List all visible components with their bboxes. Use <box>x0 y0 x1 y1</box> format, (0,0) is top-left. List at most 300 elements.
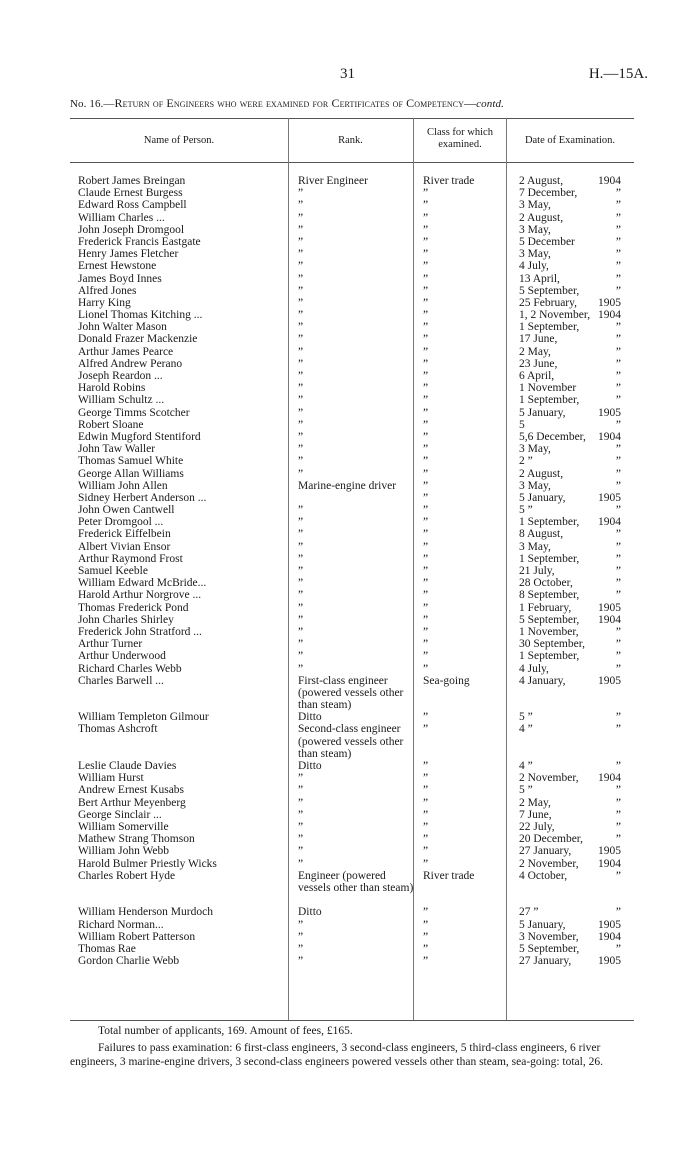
table-row <box>70 346 634 358</box>
class-cell: ” <box>423 333 429 346</box>
date-day-month: 1 September, <box>519 321 580 334</box>
date-day-month: 4 October, <box>519 869 568 882</box>
date-cell <box>519 382 621 394</box>
person-name: John Charles Shirley <box>78 613 174 626</box>
date-day-month: 2 November, <box>519 857 579 870</box>
class-cell: ” <box>423 589 429 602</box>
person-name: Richard Charles Webb <box>78 662 182 675</box>
date-day-month: 1 November <box>519 382 577 395</box>
table-row <box>70 419 634 431</box>
class-cell: ” <box>423 784 429 797</box>
date-cell <box>519 285 621 297</box>
rank-cell: ” <box>298 455 304 468</box>
rank-cell: Ditto <box>298 906 322 919</box>
class-cell: ” <box>423 577 429 590</box>
class-cell: ” <box>423 796 429 809</box>
date-cell <box>519 565 621 577</box>
rank-cell: ” <box>298 211 304 224</box>
date-day-month: 8 August, <box>519 528 564 541</box>
class-cell: ” <box>423 930 429 943</box>
table-row <box>70 858 634 870</box>
date-day-month: 1, 2 November, <box>519 309 591 322</box>
page-header <box>0 66 700 86</box>
date-year: 1905 <box>598 955 621 968</box>
table-row <box>70 516 634 528</box>
date-cell <box>519 419 621 431</box>
table-row <box>70 565 634 577</box>
rank-cell: ” <box>298 589 304 602</box>
table-row <box>70 919 634 931</box>
date-year: ” <box>615 211 621 224</box>
rank-cell: ” <box>298 845 304 858</box>
date-day-month: 23 June, <box>519 357 558 370</box>
rank-cell: ” <box>298 857 304 870</box>
title-text: Return of Engineers who were examined for Certificates of Competency— <box>114 96 477 110</box>
rank-cell: ” <box>298 357 304 370</box>
person-name: George Sinclair ... <box>78 808 162 821</box>
column-header-date: Date of Examination. <box>524 135 616 146</box>
person-name: Edward Ross Campbell <box>78 199 187 212</box>
rank-cell: ” <box>298 772 304 785</box>
person-name: George Allan Williams <box>78 467 184 480</box>
date-day-month: 21 July, <box>519 565 555 577</box>
rank-cell: ” <box>298 528 304 541</box>
date-day-month: 5 September, <box>519 284 580 297</box>
person-name: Samuel Keeble <box>78 565 148 577</box>
date-cell <box>519 784 621 796</box>
rank-cell: ” <box>298 577 304 590</box>
person-name: Alfred Andrew Perano <box>78 357 183 370</box>
table-row <box>70 309 634 321</box>
person-name: Richard Norman... <box>78 918 164 931</box>
person-name: John Taw Waller <box>78 443 156 456</box>
date-cell <box>519 943 621 955</box>
table-body <box>70 175 634 967</box>
date-cell <box>519 394 621 406</box>
title-suffix: contd. <box>476 98 504 110</box>
date-day-month: 5 ” <box>519 784 533 797</box>
table-row <box>70 407 634 419</box>
person-name: James Boyd Innes <box>78 272 162 285</box>
class-cell: ” <box>423 223 429 236</box>
date-day-month: 1 September, <box>519 394 580 407</box>
rank-cell: ” <box>298 942 304 955</box>
rank-cell: ” <box>298 955 304 968</box>
table-row <box>70 723 634 760</box>
person-name: Thomas Ashcroft <box>78 723 158 736</box>
date-day-month: 2 August, <box>519 467 564 480</box>
date-year: 1904 <box>598 930 621 943</box>
rank-cell: ” <box>298 296 304 309</box>
person-name: William Hurst <box>78 772 144 785</box>
rank-cell: ” <box>298 309 304 322</box>
rank-cell: ” <box>298 382 304 395</box>
date-year: ” <box>615 223 621 236</box>
date-cell <box>519 199 621 211</box>
class-cell: ” <box>423 650 429 663</box>
class-cell: ” <box>423 272 429 285</box>
table-row <box>70 212 634 224</box>
date-year: ” <box>615 284 621 297</box>
date-day-month: 7 December, <box>519 187 578 200</box>
date-year: ” <box>615 333 621 346</box>
date-day-month: 6 April, <box>519 370 555 382</box>
date-year: ” <box>615 942 621 955</box>
rank-cell: ” <box>298 394 304 407</box>
date-year: ” <box>615 443 621 456</box>
person-name: George Timms Scotcher <box>78 406 190 419</box>
header-bottom-rule <box>70 162 634 163</box>
date-day-month: 5 December <box>519 235 575 248</box>
date-year: 1905 <box>598 406 621 419</box>
rank-cell: ” <box>298 333 304 346</box>
rank-cell: ” <box>298 808 304 821</box>
rank-cell: ” <box>298 516 304 529</box>
date-year: ” <box>615 577 621 590</box>
class-cell: ” <box>423 821 429 833</box>
table-row <box>70 833 634 845</box>
date-cell <box>519 516 621 528</box>
date-year: ” <box>615 662 621 675</box>
rank-cell: ” <box>298 430 304 443</box>
date-year: ” <box>615 272 621 285</box>
rank-cell: Ditto <box>298 711 322 724</box>
date-cell <box>519 358 621 370</box>
rank-cell: ” <box>298 930 304 943</box>
table-row <box>70 199 634 211</box>
rank-cell: ” <box>298 272 304 285</box>
table-row <box>70 589 634 601</box>
table-row <box>70 504 634 516</box>
person-name: Leslie Claude Davies <box>78 760 177 773</box>
date-day-month: 8 September, <box>519 589 580 602</box>
date-cell <box>519 602 621 614</box>
date-day-month: 5 September, <box>519 613 580 626</box>
date-day-month: 1 February, <box>519 601 572 614</box>
date-cell <box>519 906 621 918</box>
date-cell <box>519 528 621 540</box>
table-row <box>70 626 634 638</box>
date-cell <box>519 955 621 967</box>
date-day-month: 2 May, <box>519 345 551 358</box>
table-row <box>70 931 634 943</box>
person-name: Robert James Breingan <box>78 175 186 187</box>
table-row <box>70 577 634 589</box>
failures-summary: Failures to pass examination: 6 first-class engineers, 3 second-class engineers, 5 third-class engineers, 6 river engineers, 3 marine-engine drivers, 3 second-class engineers powered vessels other than steam, sea-going: total, 26. <box>70 1042 603 1068</box>
table-top-rule <box>70 118 634 119</box>
table-row <box>70 273 634 285</box>
date-day-month: 27 January, <box>519 955 572 968</box>
date-cell <box>519 675 621 687</box>
date-day-month: 2 ” <box>519 455 533 468</box>
person-name: Donald Frazer Mackenzie <box>78 333 198 346</box>
class-cell: ” <box>423 808 429 821</box>
class-cell: ” <box>423 296 429 309</box>
date-day-month: 5 January, <box>519 918 566 931</box>
rank-cell: ” <box>298 784 304 797</box>
date-cell <box>519 553 621 565</box>
rank-cell: ” <box>298 613 304 626</box>
date-year: ” <box>615 260 621 273</box>
person-name: John Walter Mason <box>78 321 167 334</box>
date-year: 1904 <box>598 613 621 626</box>
date-year: ” <box>615 821 621 833</box>
date-year: ” <box>615 504 621 517</box>
rank-cell: ” <box>298 223 304 236</box>
date-year: ” <box>615 479 621 492</box>
date-cell <box>519 797 621 809</box>
date-year: 1905 <box>598 296 621 309</box>
table-row <box>70 845 634 857</box>
date-cell <box>519 455 621 467</box>
date-cell <box>519 407 621 419</box>
rank-cell: ” <box>298 504 304 517</box>
person-name: Gordon Charlie Webb <box>78 955 180 968</box>
person-name: Claude Ernest Burgess <box>78 187 183 200</box>
person-name: Frederick John Stratford ... <box>78 625 202 638</box>
date-year: 1905 <box>598 918 621 931</box>
table-row <box>70 943 634 955</box>
rank-cell: ” <box>298 918 304 931</box>
table-row <box>70 431 634 443</box>
class-cell: ” <box>423 504 429 517</box>
table-row <box>70 760 634 772</box>
person-name: Frederick Francis Eastgate <box>78 235 201 248</box>
date-day-month: 3 November, <box>519 930 579 943</box>
person-name: Harold Arthur Norgrove ... <box>78 589 202 602</box>
date-cell <box>519 260 621 272</box>
rank-cell: ” <box>298 321 304 334</box>
table-row <box>70 906 634 918</box>
table-row <box>70 394 634 406</box>
class-cell: ” <box>423 491 429 504</box>
class-cell: ” <box>423 955 429 968</box>
date-day-month: 5 ” <box>519 504 533 517</box>
class-cell: ” <box>423 467 429 480</box>
date-cell <box>519 236 621 248</box>
date-year: ” <box>615 869 621 882</box>
class-cell: ” <box>423 906 429 919</box>
person-name: William Robert Patterson <box>78 930 196 943</box>
date-cell <box>519 723 621 735</box>
date-day-month: 5,6 December, <box>519 430 586 443</box>
date-year: 1904 <box>598 430 621 443</box>
person-name: Ernest Hewstone <box>78 260 157 273</box>
date-day-month: 4 July, <box>519 260 549 273</box>
date-day-month: 7 June, <box>519 808 552 821</box>
date-day-month: 1 September, <box>519 516 580 529</box>
date-cell <box>519 346 621 358</box>
table-row <box>70 870 634 907</box>
date-cell <box>519 821 621 833</box>
rank-cell: Ditto <box>298 760 322 773</box>
table-row <box>70 711 634 723</box>
person-name: Thomas Rae <box>78 942 136 955</box>
date-year: 1905 <box>598 845 621 858</box>
date-year: ” <box>615 394 621 407</box>
date-cell <box>519 541 621 553</box>
date-cell <box>519 333 621 345</box>
person-name: Thomas Samuel White <box>78 455 184 468</box>
date-day-month: 4 ” <box>519 723 533 736</box>
class-cell: ” <box>423 479 429 492</box>
person-name: Arthur Raymond Frost <box>78 552 183 565</box>
date-day-month: 2 May, <box>519 796 551 809</box>
person-name: William Schultz ... <box>78 394 165 407</box>
date-cell <box>519 443 621 455</box>
person-name: Arthur James Pearce <box>78 345 174 358</box>
date-day-month: 3 May, <box>519 443 551 456</box>
table-row <box>70 955 634 967</box>
class-cell: ” <box>423 711 429 724</box>
date-cell <box>519 212 621 224</box>
class-cell: ” <box>423 357 429 370</box>
rank-cell: ” <box>298 467 304 480</box>
date-cell <box>519 187 621 199</box>
date-day-month: 22 July, <box>519 821 555 833</box>
date-year: ” <box>615 650 621 663</box>
person-name: William Somerville <box>78 821 169 833</box>
date-year: ” <box>615 528 621 541</box>
class-cell: ” <box>423 772 429 785</box>
person-name: Arthur Underwood <box>78 650 166 663</box>
date-cell <box>519 468 621 480</box>
date-day-month: 4 January, <box>519 674 566 687</box>
date-cell <box>519 492 621 504</box>
date-cell <box>519 309 621 321</box>
class-cell: ” <box>423 845 429 858</box>
class-cell: ” <box>423 613 429 626</box>
engineers-table <box>70 118 634 1018</box>
class-cell: ” <box>423 833 429 846</box>
person-name: Charles Robert Hyde <box>78 869 176 882</box>
table-row <box>70 370 634 382</box>
person-name: Harry King <box>78 296 131 309</box>
class-cell: ” <box>423 187 429 200</box>
date-year: ” <box>615 235 621 248</box>
date-cell <box>519 248 621 260</box>
table-row <box>70 772 634 784</box>
rank-cell: River Engineer <box>298 175 368 187</box>
date-day-month: 3 May, <box>519 540 551 553</box>
table-row <box>70 821 634 833</box>
date-cell <box>519 650 621 662</box>
rank-cell: ” <box>298 638 304 651</box>
date-cell <box>519 931 621 943</box>
person-name: William Edward McBride... <box>78 577 207 590</box>
table-row <box>70 333 634 345</box>
table-row <box>70 650 634 662</box>
date-day-month: 30 September, <box>519 638 585 651</box>
date-year: 1904 <box>598 309 621 322</box>
rank-cell: ” <box>298 418 304 431</box>
rank-cell: ” <box>298 260 304 273</box>
date-cell <box>519 772 621 784</box>
table-row <box>70 528 634 540</box>
table-row <box>70 614 634 626</box>
table-row <box>70 455 634 467</box>
date-day-month: 3 May, <box>519 223 551 236</box>
date-year: ” <box>615 638 621 651</box>
date-year: ” <box>615 418 621 431</box>
table-row <box>70 224 634 236</box>
date-year: ” <box>615 760 621 773</box>
table-row <box>70 492 634 504</box>
date-year: 1905 <box>598 491 621 504</box>
table-row <box>70 675 634 712</box>
table-row <box>70 663 634 675</box>
date-cell <box>519 175 621 187</box>
date-cell <box>519 760 621 772</box>
person-name: Harold Bulmer Priestly Wicks <box>78 857 217 870</box>
person-name: William Charles ... <box>78 211 165 224</box>
rank-cell: ” <box>298 540 304 553</box>
rank-cell: ” <box>298 248 304 261</box>
class-cell: ” <box>423 309 429 322</box>
date-cell <box>519 845 621 857</box>
table-bottom-rule <box>70 1020 634 1021</box>
date-year: ” <box>615 382 621 395</box>
table-row <box>70 260 634 272</box>
table-row <box>70 175 634 187</box>
person-name: Charles Barwell ... <box>78 674 164 687</box>
date-year: ” <box>615 321 621 334</box>
date-day-month: 13 April, <box>519 272 560 285</box>
person-name: Sidney Herbert Anderson ... <box>78 491 207 504</box>
date-year: 1905 <box>598 674 621 687</box>
date-year: ” <box>615 467 621 480</box>
table-row <box>70 480 634 492</box>
person-name: Robert Sloane <box>78 418 144 431</box>
class-cell: River trade <box>423 869 475 882</box>
column-header-rank: Rank. <box>338 135 363 146</box>
table-row <box>70 187 634 199</box>
class-cell: ” <box>423 601 429 614</box>
class-cell: ” <box>423 857 429 870</box>
date-cell <box>519 614 621 626</box>
class-cell: ” <box>423 918 429 931</box>
date-cell <box>519 504 621 516</box>
date-cell <box>519 273 621 285</box>
date-year: 1905 <box>598 601 621 614</box>
rank-cell: ” <box>298 370 304 382</box>
date-day-month: 5 January, <box>519 491 566 504</box>
date-cell <box>519 663 621 675</box>
person-name: Albert Vivian Ensor <box>78 540 171 553</box>
rank-cell: ” <box>298 565 304 577</box>
class-cell: ” <box>423 406 429 419</box>
class-cell: ” <box>423 284 429 297</box>
date-cell <box>519 480 621 492</box>
date-year: ” <box>615 540 621 553</box>
date-day-month: 28 October, <box>519 577 573 590</box>
person-name: Frederick Eiffelbein <box>78 528 171 541</box>
table-row <box>70 285 634 297</box>
date-day-month: 2 August, <box>519 211 564 224</box>
rank-cell: ” <box>298 650 304 663</box>
rank-cell: ” <box>298 821 304 833</box>
date-cell <box>519 833 621 845</box>
rank-cell: ” <box>298 601 304 614</box>
date-year: ” <box>615 711 621 724</box>
date-day-month: 1 September, <box>519 552 580 565</box>
person-name: John Owen Cantwell <box>78 504 175 517</box>
person-name: Edwin Mugford Stentiford <box>78 430 201 443</box>
table-row <box>70 358 634 370</box>
date-cell <box>519 626 621 638</box>
class-cell: ” <box>423 516 429 529</box>
person-name: Peter Dromgool ... <box>78 516 164 529</box>
